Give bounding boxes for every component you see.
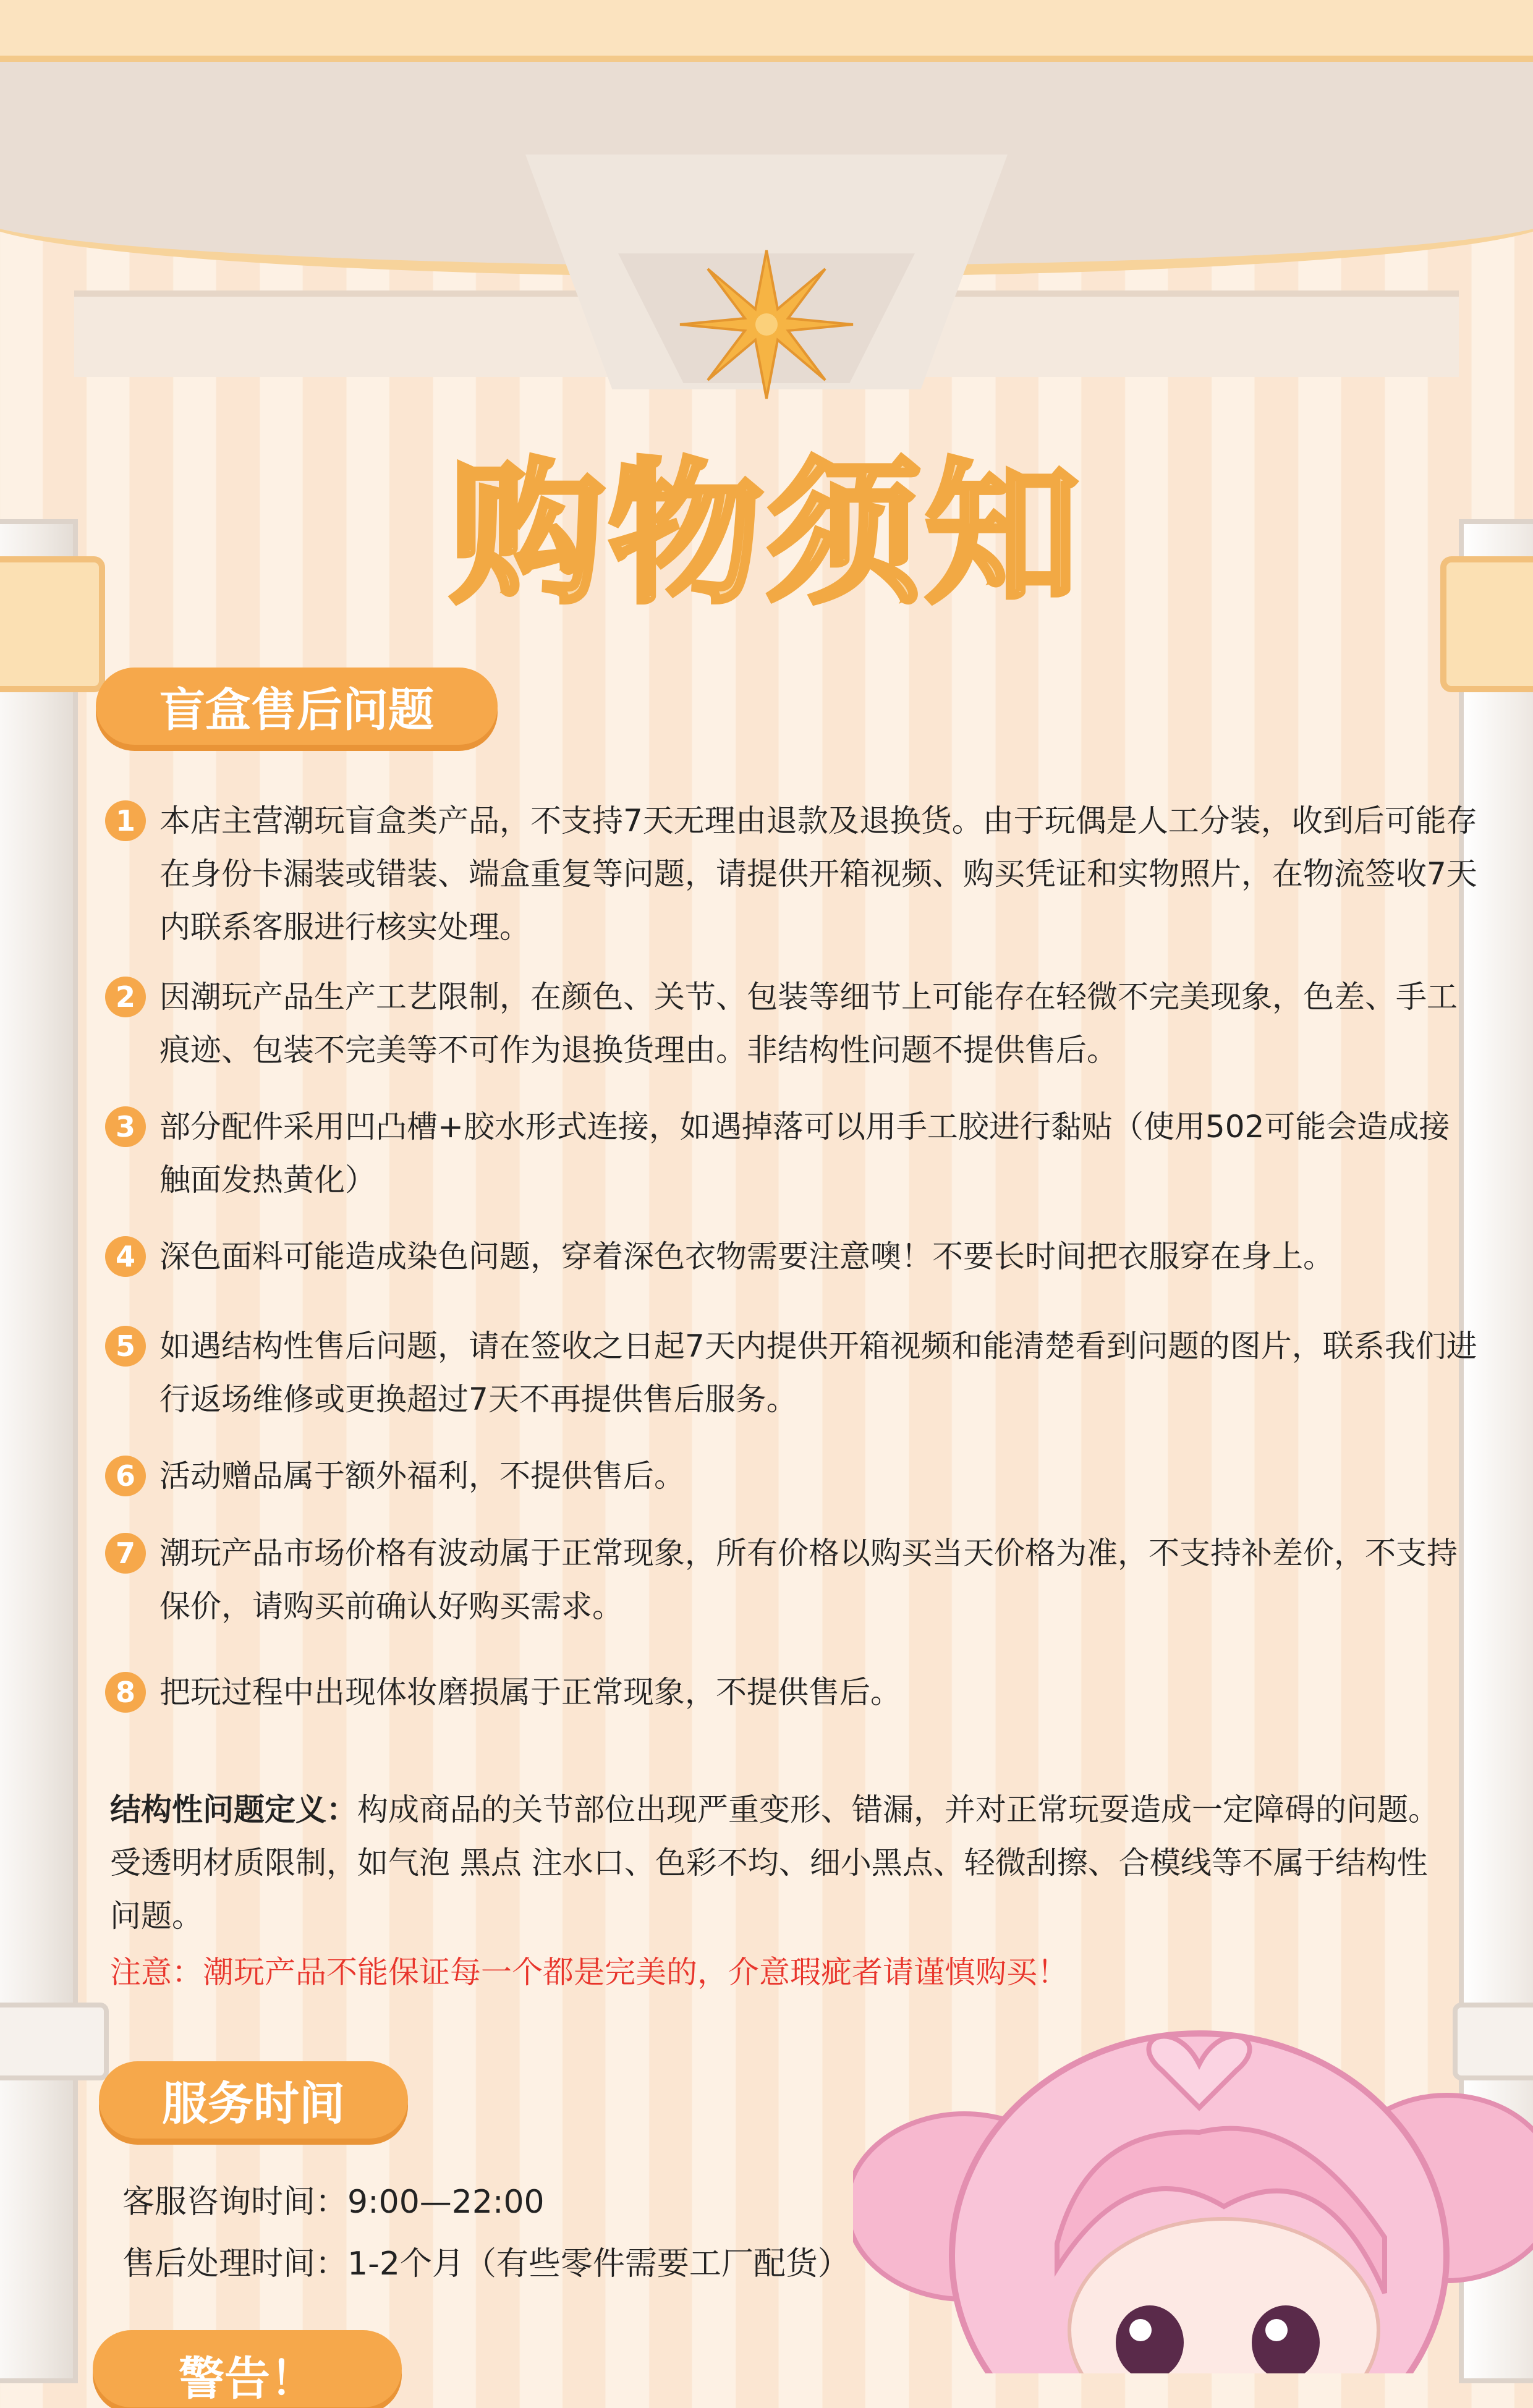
number-badge: 1 [105, 800, 146, 841]
list-item [105, 1449, 1477, 1503]
list-item-text: 活动赠品属于额外福利，不提供售后。 [159, 1458, 685, 1494]
number-badge: 4 [105, 1236, 146, 1277]
list-item [105, 1320, 1477, 1426]
list-item-text: 部分配件采用凹凸槽+胶水形式连接，如遇掉落可以用手工胶进行黏贴（使用502可能会造成接触面发热黄化） [159, 1109, 1450, 1198]
list-item [105, 970, 1477, 1077]
list-item [105, 1666, 1477, 1719]
list-item-text: 如遇结构性售后问题，请在签收之日起7天内提供开箱视频和能清楚看到问题的图片，联系我们进行返场维修或更换超过7天不再提供售后服务。 [159, 1328, 1477, 1417]
definition-label: 结构性问题定义： [110, 1792, 357, 1828]
list-item [105, 1100, 1477, 1206]
list-item-text: 因潮玩产品生产工艺限制，在颜色、关节、包装等细节上可能存在轻微不完美现象，色差、手工痕迹、包装不完美等不可作为退换货理由。非结构性问题不提供售后。 [159, 979, 1458, 1068]
section-heading-warning: 警告！ [93, 2330, 402, 2407]
page-title: 购物须知 [450, 444, 1083, 624]
list-item [105, 1230, 1477, 1283]
structural-issue-definition [110, 1783, 1451, 1943]
top-decor-strip [0, 0, 1533, 64]
left-column-base [0, 2003, 109, 2080]
list-item-text: 深色面料可能造成染色问题，穿着深色衣物需要注意噢！不要长时间把衣服穿在身上。 [159, 1239, 1334, 1274]
definition-text: 构成商品的关节部位出现严重变形、错漏，并对正常玩耍造成一定障碍的问题。受透明材质限制，如气泡 黑点 注水口、色彩不均、细小黑点、轻微刮擦、合模线等不属于结构性问题。 [110, 1792, 1439, 1934]
number-badge: 7 [105, 1533, 146, 1574]
list-item [105, 794, 1477, 954]
list-item [105, 1527, 1477, 1633]
notice-text: 注意：潮玩产品不能保证每一个都是完美的，介意瑕疵者请谨慎购买！ [110, 1954, 1068, 1990]
number-badge: 8 [105, 1672, 146, 1713]
number-badge: 2 [105, 977, 146, 1017]
number-badge: 6 [105, 1456, 146, 1496]
list-item-text: 潮玩产品市场价格有波动属于正常现象，所有价格以购买当天价格为准，不支持补差价，不支持保价，请购买前确认好购买需求。 [159, 1535, 1458, 1624]
number-badge: 3 [105, 1106, 146, 1147]
number-badge: 5 [105, 1326, 146, 1367]
section-heading-service: 服务时间 [99, 2061, 408, 2139]
list-item-text: 本店主营潮玩盲盒类产品，不支持7天无理由退款及退换货。由于玩偶是人工分装，收到后可能存在身份卡漏装或错装、端盒重复等问题，请提供开箱视频、购买凭证和实物照片，在物流签收7天内联系客服进行核实处理。 [159, 803, 1477, 945]
left-column-decoration [0, 519, 78, 2383]
service-aftersales-time: 售后处理时间：1-2个月（有些零件需要工厂配货） [122, 2245, 850, 2283]
service-consult-time: 客服咨询时间：9:00—22:00 [122, 2184, 545, 2221]
list-item-text: 把玩过程中出现体妆磨损属于正常现象，不提供售后。 [159, 1674, 901, 1710]
star-ornament-icon [674, 244, 859, 405]
section-heading-aftersales: 盲盒售后问题 [96, 668, 498, 745]
pink-haired-doll-character [853, 1947, 1533, 2373]
